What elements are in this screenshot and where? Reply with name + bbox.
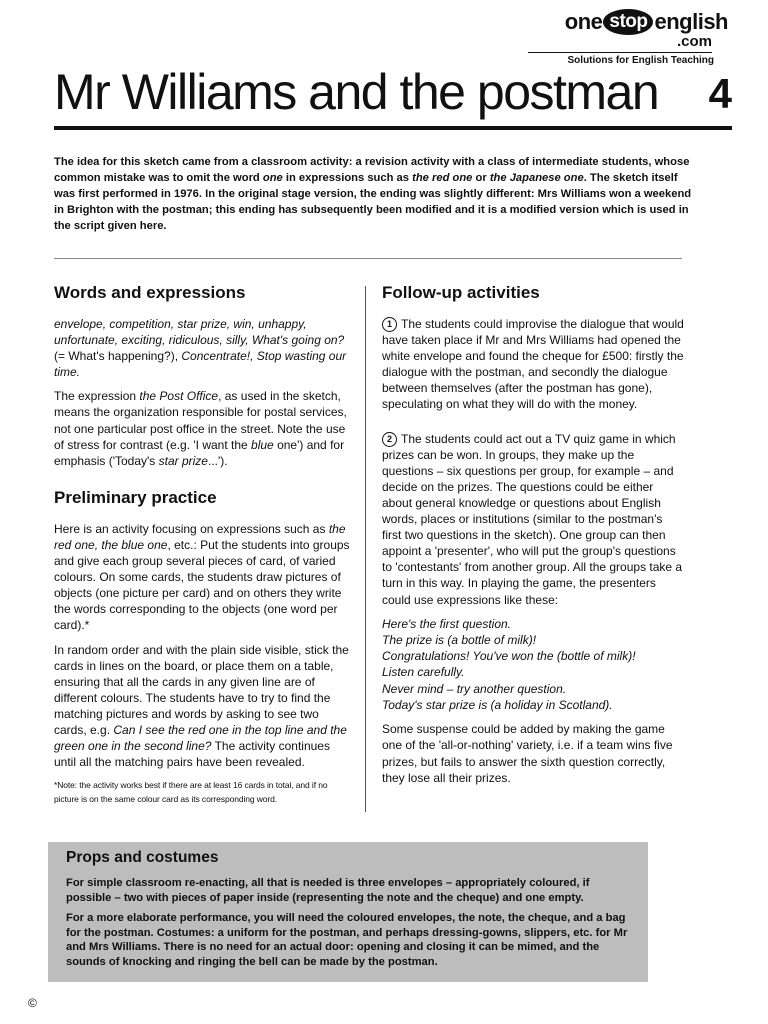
props-box — [48, 842, 648, 982]
preliminary-heading: Preliminary practice — [54, 487, 217, 507]
left-column — [54, 282, 354, 806]
props-paragraph-1: For simple classroom re-enacting, all that is needed is three envelopes – appropriately coloured, if possible – two with pieces of paper inside (representing the note and the cheque) and one empty. — [66, 877, 590, 904]
words-heading: Words and expressions — [54, 283, 246, 302]
props-heading: Props and costumes — [66, 849, 219, 866]
logo-english: english — [654, 9, 728, 35]
site-logo — [528, 8, 728, 67]
preliminary-paragraph-1: Here is an activity focusing on expressions such as the red one, the blue one, etc.: Put the students into groups and give each group several pieces of card, of varied colours. On some cards, the students draw pictures of objects (one picture per card) and on others they write the words corresponding to the objects (one word per card).* — [54, 521, 350, 633]
number-one-icon: 1 — [382, 317, 397, 332]
intro-paragraph: The idea for this sketch came from a classroom activity: a revision activity with a class of intermediate students, whose common mistake was to omit the word one in expressions such as the red one or the Japanese one. The sketch itself was first performed in 1976. In the original stage version, the ending was slightly different: Mrs Williams won a weekend in Brighton with the postman; this ending has subsequently been modified and it is a modified version which is used in the script given here. — [54, 156, 692, 232]
followup-heading: Follow-up activities — [382, 283, 540, 302]
followup-activity-2: 2 The students could act out a TV quiz game in which prizes can be won. In groups, they make up the questions – six questions per group, for example – and decide on the prizes. The questions could be either about general knowledge or questions about English words, places or institutions (similar to the postman's first two questions in the sketch). One group can then appoint a 'presenter', who will put the group's questions to 'contestants' from another group. All the groups take a turn in this way. In playing the game, the presenters could use expressions like these: — [382, 431, 683, 607]
logo-one: one — [564, 9, 603, 35]
unit-number: 4 — [708, 70, 732, 117]
copyright-symbol: © — [28, 996, 37, 1010]
logo-divider — [528, 52, 712, 53]
followup-suspense-paragraph: Some suspense could be added by making the game one of the 'all-or-nothing' variety, i.e. if a team wins five prizes, but fails to answer the sixth question correctly, they lose all their prizes. — [382, 722, 673, 785]
example-expressions — [382, 616, 684, 714]
column-divider — [365, 286, 366, 812]
title-rule — [54, 126, 732, 130]
logo-domain: .com — [676, 33, 712, 51]
example-line: Congratulations! You've won the (bottle of milk)! — [382, 649, 636, 664]
number-two-icon: 2 — [382, 432, 397, 447]
page-title: Mr Williams and the postman — [54, 64, 659, 120]
right-column — [382, 282, 684, 794]
example-line: Today's star prize is (a holiday in Scotland). — [382, 698, 613, 713]
example-line: Here's the first question. — [382, 616, 512, 631]
words-list: envelope, competition, star prize, win, unhappy, unfortunate, exciting, ridiculous, silly, What's going on? (= What's happening?), Concentrate!, Stop wasting our time. — [54, 317, 347, 380]
footnote: *Note: the activity works best if there are at least 16 cards in total, and if no picture is on the same colour card as its corresponding word. — [54, 780, 328, 805]
followup-activity-1: 1 The students could improvise the dialogue that would have taken place if Mr and Mrs Williams had opened the white envelope and found the cheque for £500: firstly the dialogue with the postman, and secondly the dialogue between themselves (after the postman has gone), speculating on what they will do with the money. — [382, 317, 684, 412]
preliminary-paragraph-2: In random order and with the plain side visible, stick the cards in lines on the board, or place them on a table, ensuring that all the cards in any given line are of different colours. The students have to try to find the matching pictures and words by asking to see two cards, e.g. Can I see the red one in the top line and the green one in the second line? The activity continues until all the matching pairs have been revealed. — [54, 642, 349, 770]
example-line: Never mind – try another question. — [382, 681, 567, 696]
logo-wordmark — [528, 8, 728, 35]
logo-stop-badge: stop — [603, 9, 653, 35]
props-paragraph-2: For a more elaborate performance, you will need the coloured envelopes, the note, the cheque, and a bag for the postman. Costumes: a uniform for the postman, and perhaps dressing-gowns, slippers, etc. for Mr and Mrs Williams. There is no need for an actual door: opening and closing it can be mimed, and the sounds of knocking and ringing the bell can be made by the postman. — [66, 912, 628, 968]
example-line: Listen carefully. — [382, 665, 465, 680]
section-divider — [54, 258, 682, 259]
example-line: The prize is (a bottle of milk)! — [382, 632, 537, 647]
logo-tagline: Solutions for English Teaching — [567, 55, 714, 67]
words-expression-paragraph: The expression the Post Office, as used in the sketch, means the organization responsible for postal services, not one particular post office in the street. Note the use of stress for contrast (e.g. 'I want the blue one') and for emphasis ('Today's star prize...'). — [54, 389, 347, 468]
